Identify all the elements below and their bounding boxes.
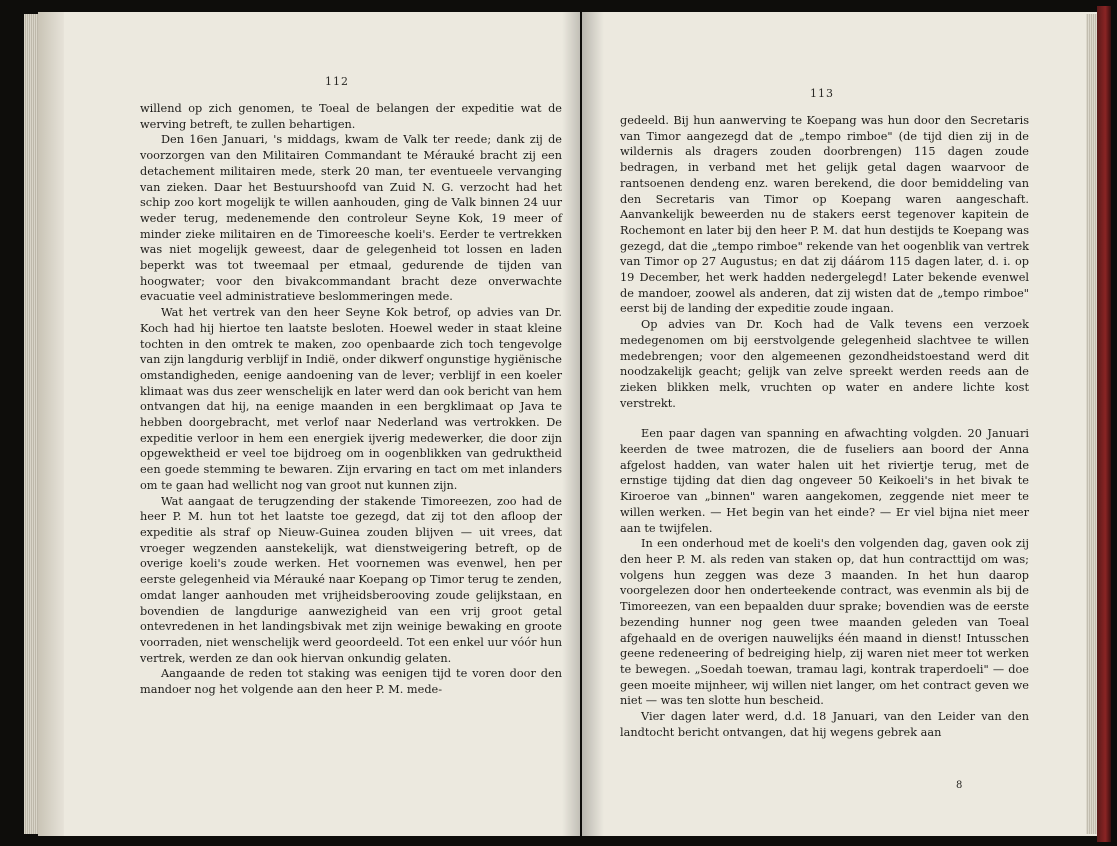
paragraph: gedeeld. Bij hun aanwerving te Koepang was hun door den Secretaris van Timor aangezegd dat de „tempo rimboe" (de tijd dien zij in de wildernis als dragers zouden doorbrengen) 115 dagen zoude bedragen, in verband met het gelijk getal dagen waarvoor de rantsoenen dendeng enz. waren berekend, die door bemiddeling van den Secretaris van Timor op Koepang waren aangeschaft. Aanvankelijk beweerden nu de stakers eerst tegenover kapitein de Rochemont en later bij den heer P. M. dat hun destijds te Koepang was gezegd, dat die „tempo rimboe" rekende van het oogenblik van vertrek van Timor op 27 Augustus; en dat zij dáárom 115 dagen later, d. i. op 19 December, het werk hadden nedergelegd! Later bekende evenwel de mandoer, zoowel als anderen, dat zij wisten dat de „tempo rimboe" eerst bij de landing der expeditie zoude ingaan. xyxy=(620,114,1029,316)
gutter-shadow xyxy=(562,12,580,836)
paragraph: Wat het vertrek van den heer Seyne Kok betrof, op advies van Dr. Koch had hij hiertoe ten laatste besloten. Hoewel weder in staat kleine tochten in den omtrek te maken, zoo openbaarde zich toch tengevolge van zijn langdurig verblijf in Indië, onder dikwerf ongunstige hygiënische omstandigheden, eenige aandoening van de lever; verblijf in een koeler klimaat was dus zeer wenschelijk en later werd dan ook bericht van hem ontvangen dat hij, na eenige maanden in een bergklimaat op Java te hebben doorgebracht, met verlof naar Nederland was vertrokken. De expeditie verloor in hem een energiek ijverig medewerker, die door zijn opgewektheid er veel toe bijdroeg om in oogenblikken van gedruktheid een goede stemming te bewaren. Zijn ervaring en tact om met inlanders om te gaan had wellicht nog van groot nut kunnen zijn. xyxy=(140,306,562,492)
page-number: 112 xyxy=(325,75,349,88)
paragraph: In een onderhoud met de koeli's den volgenden dag, gaven ook zij den heer P. M. als reden van staken op, dat hun contracttijd om was; volgens hun zeggen was deze 3 maanden. In het hun daarop voorgelezen door hen onderteekende contract, was evenmin als bij de Timoreezen, van een bepaalden duur sprake; bovendien was de eerste bezending hunner nog geen twee maanden geleden van Toeal afgehaald en de overigen nauwelijks één maand in dienst! Intusschen geene redeneering of bedreiging hielp, zij waren niet meer tot werken te bewegen. „Soedah toewan, tramau lagi, kontrak traperdoeli" — doe geen moeite mijnheer, wij willen niet langer, om het contract geven we niet — was ten slotte hun bescheid. xyxy=(620,537,1029,708)
left-page xyxy=(38,12,580,836)
left-page-body xyxy=(140,101,562,698)
signature-mark: 8 xyxy=(956,780,963,791)
paragraph: Wat aangaat de terugzending der stakende Timoreezen, zoo had de heer P. M. hun tot het laatste toe gezegd, dat zij tot den afloop der expeditie als straf op Nieuw-Guinea zouden blijven — uit vrees, dat vroeger wegzenden aanstekelijk, wat dienstweigering betreft, op de overige koeli's zoude werken. Het voornemen was evenwel, hen per eerste gelegenheid via Mérauké naar Koepang op Timor terug te zenden, omdat langer aanhouden met vrijheidsberooving zoude gelijkstaan, en bovendien de langdurige aanwezigheid van een vrij groot getal ontevredenen in het landingsbivak met zijn weinige bewaking en groote voorraden, niet wenschelijk werd geoordeeld. Tot een enkel uur vóór hun vertrek, werden ze dan ook hiervan onkundig gelaten. xyxy=(140,494,562,665)
page-number: 113 xyxy=(810,87,834,100)
binding-shading xyxy=(38,12,64,836)
paragraph: willend op zich genomen, te Toeal de belangen der expeditie wat de werving betreft, te zullen behartigen. xyxy=(140,102,562,131)
paragraph: Vier dagen later werd, d.d. 18 Januari, van den Leider van den landtocht bericht ontvangen, dat hij wegens gebrek aan xyxy=(620,710,1029,739)
paragraph: Op advies van Dr. Koch had de Valk tevens een verzoek medegenomen om bij eerstvolgende gelegenheid slachtvee te willen medebrengen; voor den algemeenen gezondheidstoestand werd dit noodzakelijk geacht; gelijk van zelve spreekt werden reeds aan de zieken blikken melk, vruchten op water en andere lichte kost verstrekt. xyxy=(620,318,1029,410)
page-edge-left xyxy=(24,14,38,834)
right-page-body xyxy=(620,113,1029,740)
paragraph: Een paar dagen van spanning en afwachting volgden. 20 Januari keerden de twee matrozen, die de fuseliers aan boord der Anna afgelost hadden, van water halen uit het riviertje terug, met de ernstige tijding dat dien dag ongeveer 50 Keikoeli's in het bivak te Kiroeroe van „binnen" waren aangekomen, zeggende niet meer te willen werken. — Het begin van het einde? — Er viel bijna niet meer aan te twijfelen. xyxy=(620,427,1029,535)
paragraph: Den 16en Januari, 's middags, kwam de Valk ter reede; dank zij de voorzorgen van den Militairen Commandant te Mérauké bracht zij een detachement militairen mede, sterk 20 man, ter eventueele vervanging van zieken. Daar het Bestuurshoofd van Zuid N. G. verzocht had het schip zoo kort mogelijk te willen aanhouden, ging de Valk binnen 24 uur weder terug, medenemende den controleur Seyne Kok, 19 meer of minder zieke militairen en de Timoreesche koeli's. Eerder te vertrekken was niet mogelijk geweest, daar de gelegenheid tot lossen en laden beperkt was tot tweemaal per etmaal, gedurende de tijden van hoogwater; voor den bivakcommandant bracht deze onverwachte evacuatie veel administratieve beslommeringen mede. xyxy=(140,133,562,304)
gutter-shadow xyxy=(582,12,604,836)
paragraph: Aangaande de reden tot staking was eenigen tijd te voren door den mandoer nog het volgende aan den heer P. M. mede- xyxy=(140,667,562,697)
right-page xyxy=(582,12,1097,836)
book-cover-edge xyxy=(1097,6,1111,842)
page-edge-right xyxy=(1086,14,1097,834)
